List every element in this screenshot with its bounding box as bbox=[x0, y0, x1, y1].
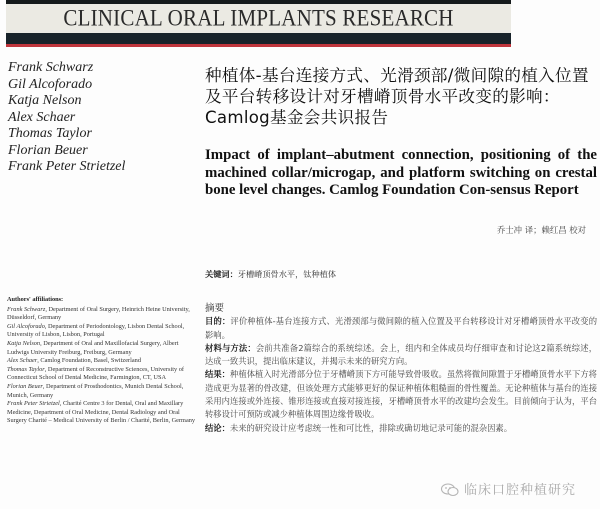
author-affiliations bbox=[7, 296, 197, 426]
abstract-results bbox=[205, 368, 597, 421]
author-name: Frank Schwarz bbox=[8, 60, 94, 75]
section-label: 结论： bbox=[205, 422, 230, 433]
affiliation-text: , Department of Periodontology, Lisbon Dental School, University of Lisbon, Lisbon, Portugal bbox=[7, 322, 185, 339]
affiliation-author: Gil Alcoforado bbox=[7, 322, 45, 330]
author-name: Thomas Taylor bbox=[8, 126, 92, 141]
journal-name: CLINICAL ORAL IMPLANTS RESEARCH bbox=[63, 4, 454, 31]
affiliation-text: , Department of Oral and Maxillofacial Surgery, Albert Ludwigs University Freiburg, Freiburg, Germany bbox=[7, 339, 179, 356]
affiliation-entry bbox=[7, 383, 197, 400]
affiliation-author: Katja Nelson bbox=[7, 339, 41, 347]
header-red-band bbox=[6, 44, 511, 47]
affiliation-entry bbox=[7, 323, 197, 340]
author-name: Gil Alcoforado bbox=[8, 76, 93, 92]
section-text: 评价种植体-基台连接方式、光滑颈部与微间隙的植入位置及平台转移设计对牙槽嵴顶骨水平改变的影响。 bbox=[205, 316, 597, 340]
journal-masthead bbox=[6, 4, 511, 33]
translator-credit: 乔士冲 译；赖红昌 校对 bbox=[496, 225, 586, 235]
abstract-objective bbox=[205, 315, 597, 342]
section-label: 材料与方法： bbox=[205, 342, 256, 353]
affiliation-author: Frank Schwarz bbox=[7, 305, 46, 313]
title-english: Impact of implant–abutment connection, positioning of the machined collar/microgap, and platform switching on crestal bone level changes. Camlog Foundation Con-sensus Report bbox=[205, 147, 597, 199]
affiliation-entry bbox=[7, 366, 197, 383]
keywords-label: 关键词： bbox=[205, 269, 238, 279]
section-label: 结果： bbox=[205, 369, 231, 380]
affiliation-entry bbox=[7, 306, 197, 323]
author-name: Frank Peter Strietzel bbox=[8, 159, 126, 174]
affiliation-author: Thomas Taylor bbox=[7, 365, 45, 373]
watermark-text: 临床口腔种植研究 bbox=[464, 483, 577, 498]
wechat-icon bbox=[440, 482, 460, 496]
keywords-value: 牙槽嵴顶骨水平，钛种植体 bbox=[237, 269, 337, 279]
author-name: Katja Nelson bbox=[8, 93, 82, 108]
affiliation-text: , Department of Prosthodontics, Munich Dental School, Munich, Germany bbox=[7, 382, 184, 399]
affiliation-author: Alex Schaer bbox=[7, 357, 38, 365]
affiliation-entry bbox=[7, 340, 197, 357]
affiliation-author: Frank Peter Strietzel bbox=[7, 400, 60, 408]
affiliations-heading: Authors' affiliations: bbox=[7, 296, 64, 303]
section-text: 会前共准备2篇综合的系统综述。会上，组内和全体成员均仔细审查和讨论这2篇系统综述，达成一致共识，提出临床建议，并揭示未来的研究方向。 bbox=[205, 342, 597, 367]
affiliation-text: , Camlog Foundation, Basel, Switzerland bbox=[37, 357, 141, 365]
abstract-conclusion bbox=[205, 422, 597, 435]
affiliation-entry bbox=[7, 357, 197, 366]
author-list bbox=[8, 60, 198, 176]
affiliation-text: , Charité Centre 3 for Dental, Oral and Maxillary Medicine, Department of Oral Medicine, Dental Radiology and Oral Surgery Charité – Medical University of Berlin / Charité, Berlin, Germany bbox=[7, 400, 196, 425]
section-text: 种植体植入时光滑部分位于牙槽嵴顶下方可能导致骨吸收。虽然将微间隙置于牙槽嵴顶骨水平下方将造成更为显著的骨改建，但该处理方式能够更好的保证种植体粗糙面的骨性覆盖。无论种植体与基台的连接采用内连接或外连接、锥形连接或直接对接连接，牙槽嵴顶骨水平的改建均会发生。目前倾向于认为，平台转移设计可预防或减少种植体周围边缘骨吸收。 bbox=[205, 369, 597, 420]
wechat-watermark bbox=[440, 479, 576, 498]
author-name: Florian Beuer bbox=[8, 142, 88, 158]
affiliation-text: , Department of Reconstructive Sciences, University of Connecticut School of Dental Medicine, Farmington, CT, USA bbox=[7, 365, 184, 382]
affiliation-text: , Department of Oral Surgery, Heinrich Heine University, Düsseldorf, Germany bbox=[7, 305, 190, 322]
abstract bbox=[205, 302, 597, 435]
affiliation-entry bbox=[7, 400, 197, 426]
author-name: Alex Schaer bbox=[8, 109, 76, 125]
abstract-methods bbox=[205, 342, 597, 369]
affiliation-author: Florian Beuer bbox=[7, 382, 43, 390]
keywords bbox=[205, 269, 336, 280]
abstract-heading: 摘要 bbox=[205, 303, 225, 314]
title-chinese: 种植体-基台连接方式、光滑颈部/微间隙的植入位置及平台转移设计对牙槽嵴顶骨水平改变的影响：Camlog基金会共识报告 bbox=[205, 66, 589, 127]
section-label: 目的： bbox=[205, 316, 231, 327]
header-dark-band bbox=[6, 33, 511, 44]
section-text: 未来的研究设计应考虑统一性和可比性，排除或确切地记录可能的混杂因素。 bbox=[229, 422, 513, 433]
